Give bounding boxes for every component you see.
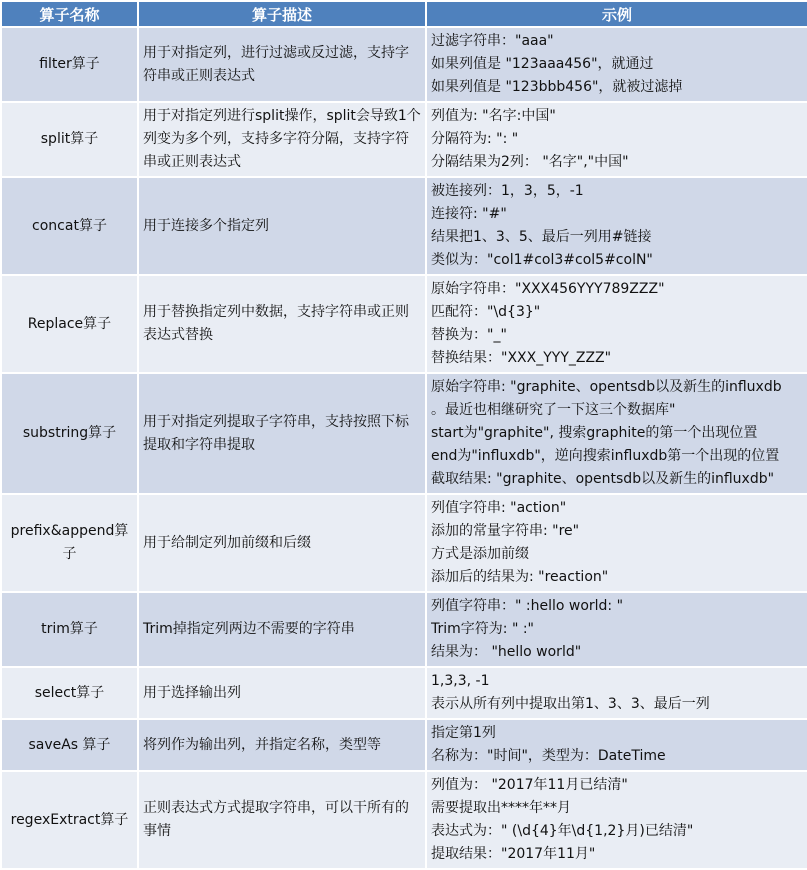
operator-description: 用于对指定列，进行过滤或反过滤，支持字符串或正则表达式: [138, 27, 426, 102]
table-row: [1, 177, 807, 275]
operator-name: trim算子: [1, 592, 138, 667]
operator-example: [426, 719, 807, 771]
operator-description: 用于连接多个指定列: [138, 177, 426, 275]
table-row: [1, 27, 807, 102]
example-line: 指定第1列: [431, 725, 496, 741]
example-line: 替换为："_": [431, 327, 507, 343]
example-line: 列值为： "2017年11月已结清": [431, 777, 628, 793]
operator-name: prefix&append算子: [1, 494, 138, 592]
example-line: 截取结果: "graphite、opentsdb以及新生的influxdb": [431, 471, 775, 487]
example-line: 如果列值是 "123aaa456"，就通过: [431, 56, 654, 72]
example-line: 列值字符串: "action": [431, 500, 567, 516]
header-row: [1, 1, 807, 27]
example-line: 提取结果："2017年11月": [431, 846, 596, 862]
operator-example: [426, 27, 807, 102]
example-line: 列值为: "名字:中国": [431, 108, 556, 124]
operator-example: [426, 373, 807, 494]
operator-name: concat算子: [1, 177, 138, 275]
operator-name: split算子: [1, 102, 138, 177]
example-line: 匹配符："\d{3}": [431, 304, 541, 320]
example-line: 表达式为：" (\d{4}年\d{1,2}月)已结清": [431, 823, 694, 839]
operator-name: filter算子: [1, 27, 138, 102]
example-line: 名称为："时间"，类型为：DateTime: [431, 748, 666, 764]
example-line: 。最近也相继研究了一下这三个数据库": [431, 402, 676, 418]
operator-name: regexExtract算子: [1, 771, 138, 869]
operator-description: 用于给制定列加前缀和后缀: [138, 494, 426, 592]
example-line: 添加后的结果为: "reaction": [431, 569, 609, 585]
example-line: 被连接列：1，3，5，-1: [431, 183, 584, 199]
operator-example: [426, 494, 807, 592]
table-row: [1, 275, 807, 373]
operator-description: 正则表达式方式提取字符串，可以干所有的事情: [138, 771, 426, 869]
table-row: [1, 667, 807, 719]
example-line: 方式是添加前缀: [431, 546, 529, 562]
example-line: 替换结果："XXX_YYY_ZZZ": [431, 350, 612, 366]
example-line: 结果为： "hello world": [431, 644, 582, 660]
example-line: 连接符: "#": [431, 206, 507, 222]
example-line: 添加的常量字符串: "re": [431, 523, 580, 539]
operator-example: [426, 592, 807, 667]
operator-example: [426, 275, 807, 373]
operator-name: saveAs 算子: [1, 719, 138, 771]
example-line: 1,3,3, -1: [431, 673, 490, 689]
operator-description: 用于替换指定列中数据，支持字符串或正则表达式替换: [138, 275, 426, 373]
operator-description: 用于对指定列提取子字符串，支持按照下标提取和字符串提取: [138, 373, 426, 494]
example-line: 列值字符串：" :hello world: ": [431, 598, 624, 614]
operator-name: substring算子: [1, 373, 138, 494]
example-line: start为"graphite", 搜索graphite的第一个出现位置: [431, 425, 758, 441]
header-name: 算子名称: [1, 1, 138, 27]
table-row: [1, 373, 807, 494]
operator-example: [426, 771, 807, 869]
table-row: [1, 771, 807, 869]
example-line: Trim字符为: " :": [431, 621, 534, 637]
example-line: 表示从所有列中提取出第1、3、3、最后一列: [431, 696, 710, 712]
operator-description: 用于对指定列进行split操作，split会导致1个列变为多个列，支持多字符分隔，支持字符串或正则表达式: [138, 102, 426, 177]
operator-example: [426, 667, 807, 719]
example-line: 分隔符为: ": ": [431, 131, 519, 147]
operator-example: [426, 177, 807, 275]
example-line: 如果列值是 "123bbb456"，就被过滤掉: [431, 79, 683, 95]
table-row: [1, 494, 807, 592]
example-line: 原始字符串："XXX456YYY789ZZZ": [431, 281, 665, 297]
operator-description: 将列作为输出列，并指定名称，类型等: [138, 719, 426, 771]
example-line: 分隔结果为2列： "名字","中国": [431, 154, 629, 170]
example-line: 原始字符串: "graphite、opentsdb以及新生的influxdb: [431, 379, 782, 395]
operator-name: Replace算子: [1, 275, 138, 373]
table-row: [1, 719, 807, 771]
table-row: [1, 102, 807, 177]
operator-description: Trim掉指定列两边不需要的字符串: [138, 592, 426, 667]
operator-example: [426, 102, 807, 177]
example-line: 需要提取出****年**月: [431, 800, 571, 816]
header-desc: 算子描述: [138, 1, 426, 27]
example-line: 过滤字符串："aaa": [431, 33, 554, 49]
example-line: end为"influxdb"，逆向搜索influxdb第一个出现的位置: [431, 448, 780, 464]
example-line: 类似为："col1#col3#col5#colN": [431, 252, 653, 268]
header-example: 示例: [426, 1, 807, 27]
operator-name: select算子: [1, 667, 138, 719]
operator-description: 用于选择输出列: [138, 667, 426, 719]
table-row: [1, 592, 807, 667]
example-line: 结果把1、3、5、最后一列用#链接: [431, 229, 652, 245]
